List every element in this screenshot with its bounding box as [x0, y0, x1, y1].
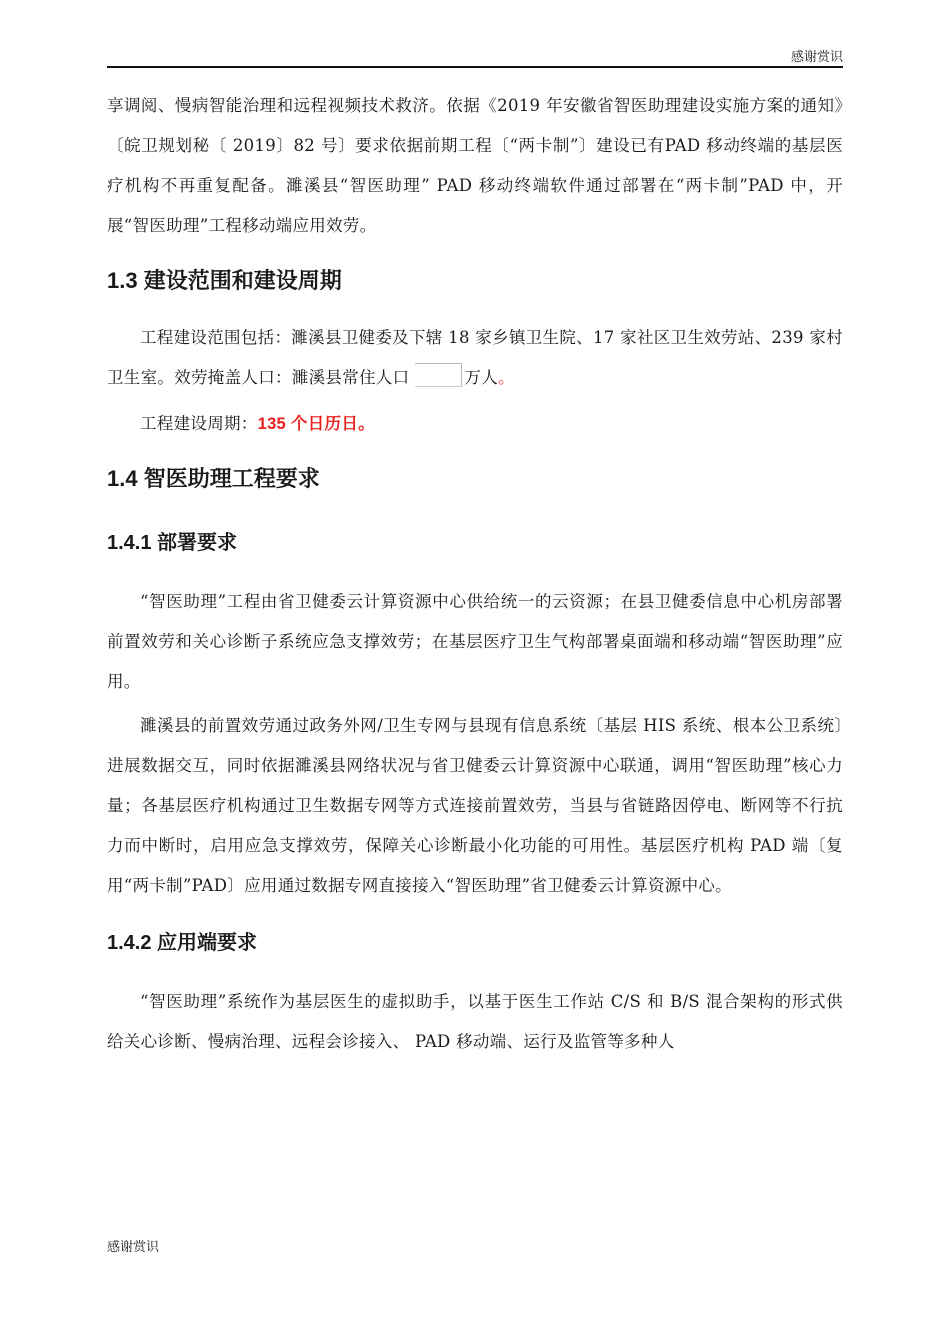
scope-text: 工程建设范围包括：濉溪县卫健委及下辖 18 家乡镇卫生院、17 家社区卫生效劳站、239 家村卫生室。效劳掩盖人口：濉溪县常住人口 [107, 328, 843, 387]
period-value: 135 个日历日。 [257, 415, 375, 433]
section-heading-1-4-1: 1.4.1 部署要求 [107, 532, 238, 554]
period-paragraph [107, 404, 843, 444]
page-footer: 感谢赏识 [107, 1239, 160, 1254]
deploy-paragraph-1: “智医助理”工程由省卫健委云计算资源中心供给统一的云资源；在县卫健委信息中心机房部署前置效劳和关心诊断子系统应急支撑效劳；在基层医疗卫生气构部署桌面端和移动端“智医助理”应用。 [107, 592, 843, 691]
section-heading-1-3: 1.3 建设范围和建设周期 [107, 268, 342, 293]
deploy-paragraph-2: 濉溪县的前置效劳通过政务外网/卫生专网与县现有信息系统〔基层 HIS 系统、根本公卫系统〕进展数据交互，同时依据濉溪县网络状况与省卫健委云计算资源中心联通，调用“智医助理”核心力量；各基层医疗机构通过卫生数据专网等方式连接前置效劳，当县与省链路因停电、断网等不行抗力而中断时，启用应急支撑效劳，保障关心诊断最小化功能的可用性。基层医疗机构 PAD 端〔复用“两卡制”PAD〕应用通过数据专网直接接入“智医助理”省卫健委云计算资源中心。 [107, 716, 843, 895]
header-divider [107, 66, 843, 68]
period-label: 工程建设周期： [140, 414, 258, 433]
section-heading-1-4: 1.4 智医助理工程要求 [107, 466, 320, 491]
scope-unit: 万人 [464, 368, 499, 387]
intro-paragraph: 享调阅、慢病智能治理和远程视频技术救济。依据《2019 年安徽省智医助理建设实施方案的通知》〔皖卫规划秘〔 2019〕82 号〕要求依据前期工程〔“两卡制”〕建设已有PAD 移动终端的基层医疗机构不再重复配备。濉溪县“智医助理” PAD 移动终端软件通过部署在“两卡制”PAD 中，开展“智医助理”工程移动端应用效劳。 [107, 96, 843, 235]
section-heading-1-4-2: 1.4.2 应用端要求 [107, 932, 258, 954]
document-body [107, 80, 843, 1062]
scope-paragraph [107, 318, 843, 398]
page-header: 感谢赏识 [790, 49, 843, 64]
scope-end-punct: 。 [498, 368, 515, 387]
app-paragraph-1: “智医助理”系统作为基层医生的虚拟助手，以基于医生工作站 C/S 和 B/S 混合架构的形式供给关心诊断、慢病治理、远程会诊接入、 PAD 移动端、运行及监管等多种人 [107, 992, 843, 1051]
population-blank-field [415, 363, 462, 387]
